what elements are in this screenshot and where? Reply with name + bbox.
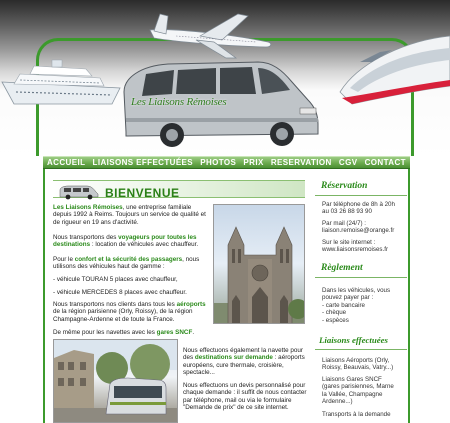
divider [315, 195, 407, 196]
text: Roissy, Beauvais, Vatry...) [322, 364, 394, 372]
header-banner [0, 0, 450, 156]
text: la Vallée, Champagne [322, 390, 383, 398]
nav-reservation[interactable]: RESERVATION [270, 158, 332, 167]
text: Dans les véhicules, vous [322, 287, 391, 294]
liaisons-gares[interactable] [322, 376, 408, 406]
text: Pour le [53, 256, 75, 263]
header-illustration [0, 0, 450, 156]
phone-number: au 03 26 88 93 90 [322, 208, 372, 216]
van-logo-text: Les Liaisons Rémoises [131, 96, 227, 108]
divider [315, 349, 407, 350]
text: Nous transportons des [53, 234, 119, 241]
email-link[interactable]: liaison.remoise@orange.fr [322, 227, 395, 235]
text: - chèque [322, 309, 347, 317]
text: Champagne-Ardenne et de toute la France. [53, 315, 175, 323]
reglement-info [322, 287, 408, 324]
text: De même pour les navettes avec les [53, 329, 157, 336]
nav-liaisons[interactable]: LIAISONS EFFECTUÉES [92, 158, 194, 167]
voyageurs-paragraph [53, 234, 211, 249]
airplane-icon [150, 14, 271, 58]
text: Par téléphone de 8h à 20h [322, 201, 395, 208]
text: de la région parisienne (Orly, Roissy), de la région [53, 308, 193, 316]
nav-accueil[interactable]: ACCUEIL [47, 158, 86, 167]
tgv-train-icon [340, 36, 450, 104]
text: gares SNCF [156, 329, 193, 336]
vehicle-mercedes: - véhicule MERCEDES 8 places avec chauffeur. [53, 289, 187, 296]
cathedral-photo [213, 204, 305, 324]
navette-paragraph [183, 347, 307, 377]
text: confort et la sécurité des passagers [74, 256, 183, 263]
reservation-mail [322, 220, 408, 235]
main-navigation [43, 156, 410, 169]
nav-prix[interactable]: PRIX [243, 158, 264, 167]
text: , une entreprise familiale [122, 204, 192, 211]
aeroports-paragraph [53, 301, 213, 323]
text: Par mail (24/7) : [322, 220, 367, 227]
text: Nous effectuons un devis personnalisé pour [183, 382, 306, 389]
text: par téléphone, mail ou via le formulaire [183, 396, 292, 404]
text: chaque demande : il suffit de nous contacter [183, 389, 307, 397]
reglement-heading: Règlement [321, 263, 363, 273]
text: utilisons des véhicules haut de gamme : [53, 263, 165, 271]
page-title: BIENVENUE [105, 186, 180, 200]
text: , nous [182, 256, 200, 263]
liaisons-heading: Liaisons effectuées [319, 335, 388, 345]
gares-paragraph [53, 329, 213, 336]
intro-paragraph [53, 204, 211, 226]
text: - espèces [322, 316, 349, 324]
website-link[interactable]: www.liaisonsremoises.fr [322, 246, 389, 254]
text: destinations sur demande [194, 354, 273, 362]
text: Nous effectuons également la navette pour [183, 347, 303, 354]
nav-cgv[interactable]: CGV [338, 158, 358, 167]
text: aéroports [176, 301, 206, 308]
brand-name: Les Liaisons Rémoises [53, 204, 123, 211]
nav-photos[interactable]: PHOTOS [200, 158, 237, 167]
text: : location de véhicules avec chauffeur. [90, 241, 199, 249]
text: depuis 1992 à Reims. Toujours un service de qualité et [53, 211, 206, 219]
sidebar [315, 175, 407, 423]
reservation-phone [322, 201, 408, 216]
content-frame [43, 169, 410, 423]
text: . [192, 329, 195, 336]
text: Liaisons Gares SNCF [322, 376, 382, 383]
text: Sur le site internet : [322, 239, 376, 246]
reservation-heading: Réservation [321, 181, 368, 191]
text: de rigueur en 19 ans d'activité. [53, 218, 139, 226]
text: : aéroports [272, 354, 305, 362]
liaisons-aeroports[interactable] [322, 357, 408, 372]
main-content [53, 177, 305, 423]
nav-contact[interactable]: CONTACT [364, 158, 406, 167]
text: européens, cure thermale, croisière, [183, 361, 284, 369]
text: des [183, 354, 195, 362]
text: - carte bancaire [322, 301, 365, 309]
text: "Demande de prix" de ce site internet. [183, 404, 289, 412]
text: spectacle... [183, 369, 215, 377]
tram-street-photo [53, 339, 178, 423]
cruise-ship-icon [2, 60, 120, 104]
vehicle-touran: - véhicule TOURAN 5 places avec chauffeur, [53, 276, 178, 283]
text: Ardenne...) [322, 398, 353, 406]
text: voyageurs pour toutes les [118, 234, 197, 241]
text: pouvez payer par : [322, 294, 374, 302]
text: Liaisons Aéroports (Orly, [322, 357, 390, 364]
text: Nous transportons nos clients dans tous les [53, 301, 177, 308]
van-small-icon [59, 185, 99, 200]
transports-demande[interactable]: Transports à la demande [322, 411, 391, 418]
reservation-web [322, 239, 408, 254]
divider [315, 277, 407, 278]
text: destinations [53, 241, 91, 249]
text: (gares parisiennes, Marne [322, 383, 394, 391]
devis-paragraph [183, 382, 307, 412]
welcome-banner [53, 180, 305, 198]
confort-paragraph [53, 256, 211, 271]
